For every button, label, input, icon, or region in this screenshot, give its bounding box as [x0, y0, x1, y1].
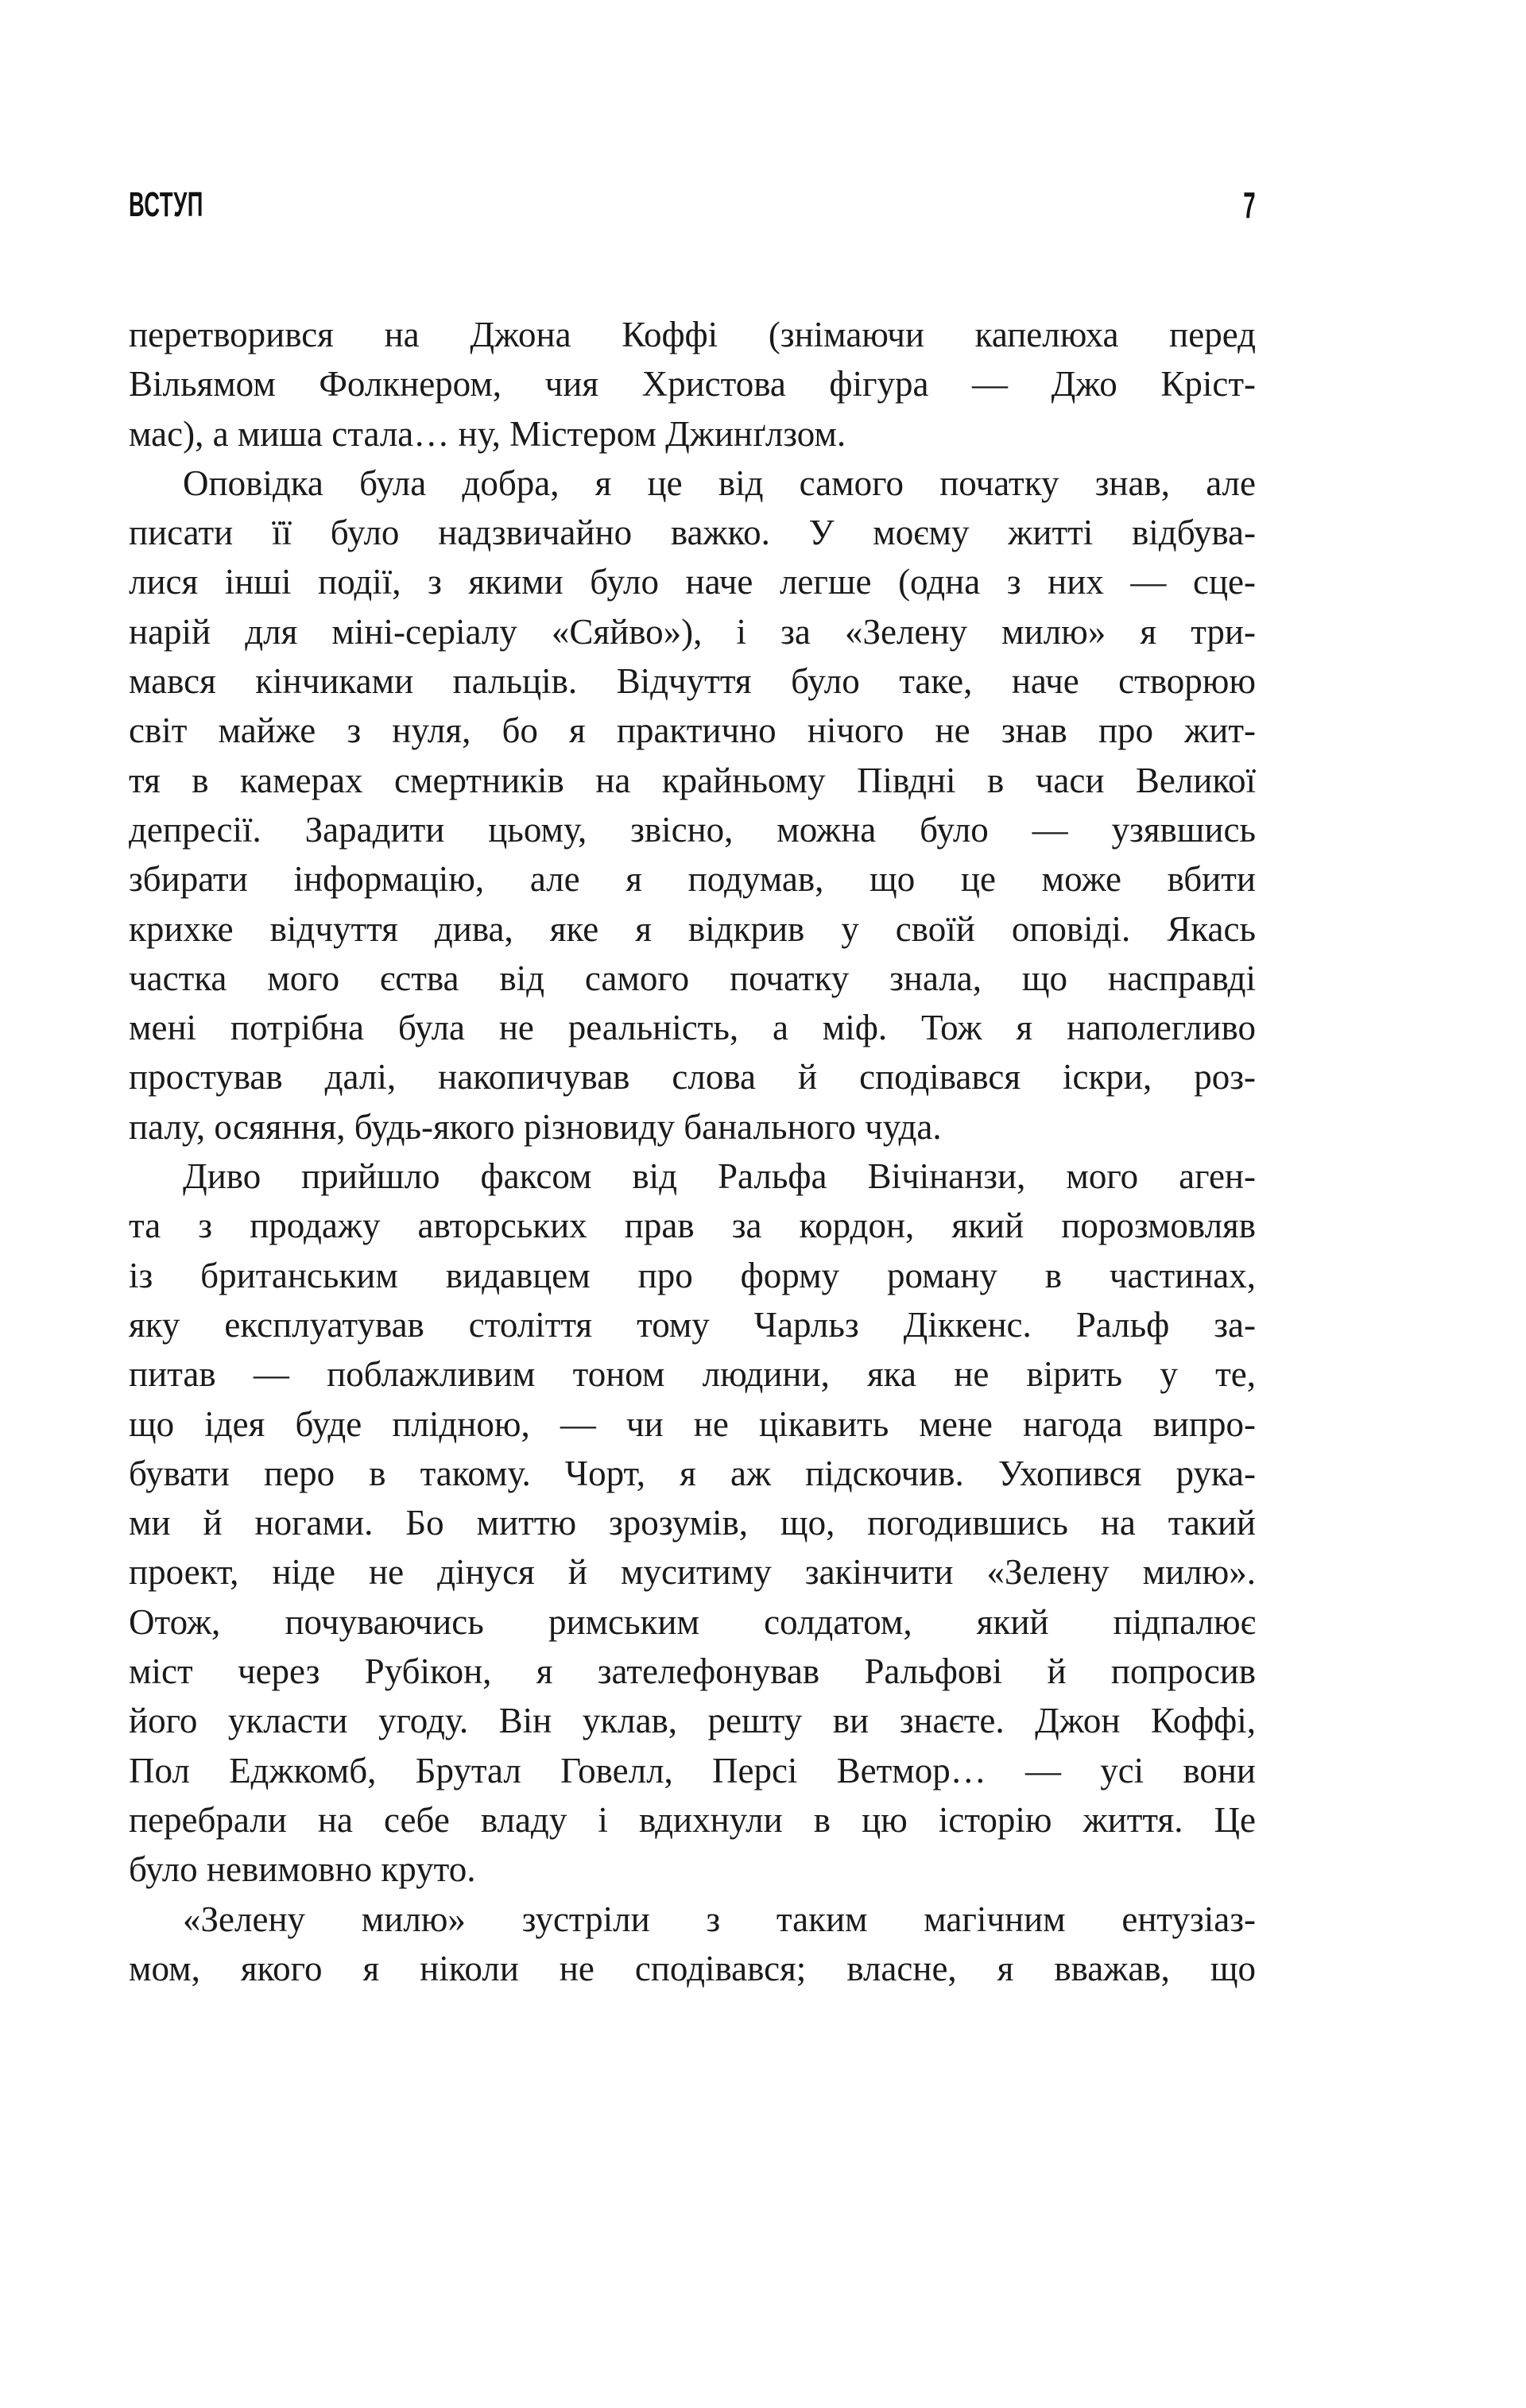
chapter-title: ВСТУП [129, 185, 204, 224]
paragraph [129, 310, 1256, 459]
text-line: частка мого єства від самого початку знала, що насправді [129, 958, 1256, 998]
text-line: палу, осяяння, будь-якого різновиду банального чуда. [129, 1106, 942, 1147]
text-line: мався кінчиками пальців. Відчуття було таке, наче створюю [129, 661, 1256, 702]
text-line: тя в камерах смертників на крайньому Півдні в часи Великої [129, 760, 1256, 800]
text-line: та з продажу авторських прав за кордон, який порозмовляв [129, 1206, 1256, 1246]
text-line: «Зелену милю» зустріли з таким магічним ентузіаз- [183, 1899, 1256, 1939]
text-line: лися інші події, з якими було наче легше (одна з них — сце- [129, 562, 1256, 602]
text-line: депресії. Зарадити цьому, звісно, можна було — узявшись [129, 809, 1256, 850]
text-line: мені потрібна була не реальність, а міф. Тож я наполегливо [129, 1008, 1256, 1048]
text-line: збирати інформацію, але я подумав, що це може вбити [129, 859, 1256, 900]
text-line: писати її було надзвичайно важко. У моєму житті відбува- [129, 513, 1256, 553]
text-line: Вільямом Фолкнером, чия Христова фігура — Джо Кріст- [129, 364, 1256, 405]
page-number: 7 [1243, 184, 1256, 226]
body-text [129, 310, 1256, 1993]
text-line: перебрали на себе владу і вдихнули в цю історію життя. Це [129, 1799, 1256, 1840]
text-line: питав — поблажливим тоном людини, яка не вірить у те, [129, 1354, 1256, 1395]
text-line: мом, якого я ніколи не сподівався; власне, я вважав, що [129, 1948, 1256, 1988]
text-line: простував далі, накопичував слова й сподівався іскри, роз- [129, 1057, 1256, 1098]
text-line: ми й ногами. Бо миттю зрозумів, що, погодившись на такий [129, 1503, 1256, 1543]
text-line: проект, ніде не дінуся й муситиму закінчити «Зелену милю». [129, 1552, 1256, 1593]
text-line: перетворився на Джона Коффі (знімаючи капелюха перед [129, 315, 1256, 354]
text-line: було невимовно круто. [129, 1849, 476, 1890]
paragraph [129, 1895, 1256, 1994]
paragraph [129, 1152, 1256, 1894]
text-line: Отож, почуваючись римським солдатом, який підпалює [129, 1601, 1256, 1642]
text-line: що ідея буде плідною, — чи не цікавить мене нагода випро- [129, 1403, 1256, 1444]
text-line: Пол Еджкомб, Брутал Говелл, Персі Ветмор… — усі вони [129, 1750, 1256, 1791]
text-line: світ майже з нуля, бо я практично нічого не знав про жит- [129, 710, 1256, 751]
text-line: нарій для міні-серіалу «Сяйво»), і за «Зелену милю» я три- [129, 611, 1256, 652]
text-line: із британським видавцем про форму роману в частинах, [129, 1255, 1256, 1295]
paragraph [129, 459, 1256, 1152]
text-line: його укласти угоду. Він уклав, решту ви знаєте. Джон Коффі, [129, 1701, 1256, 1741]
text-line: Диво прийшло факсом від Ральфа Вічінанзи, мого аген- [183, 1156, 1256, 1197]
text-line: крихке відчуття дива, яке я відкрив у своїй оповіді. Якась [129, 908, 1256, 949]
text-line: Оповідка була добра, я це від самого початку знав, але [183, 463, 1256, 503]
text-line: бувати перо в такому. Чорт, я аж підскочив. Ухопився рука- [129, 1453, 1256, 1493]
text-line: мас), а миша стала… ну, Містером Джинґлзом. [129, 413, 846, 454]
running-head [129, 181, 1256, 229]
text-line: яку експлуатував століття тому Чарльз Діккенс. Ральф за- [129, 1304, 1256, 1345]
text-line: міст через Рубікон, я зателефонував Ральфові й попросив [129, 1651, 1256, 1692]
